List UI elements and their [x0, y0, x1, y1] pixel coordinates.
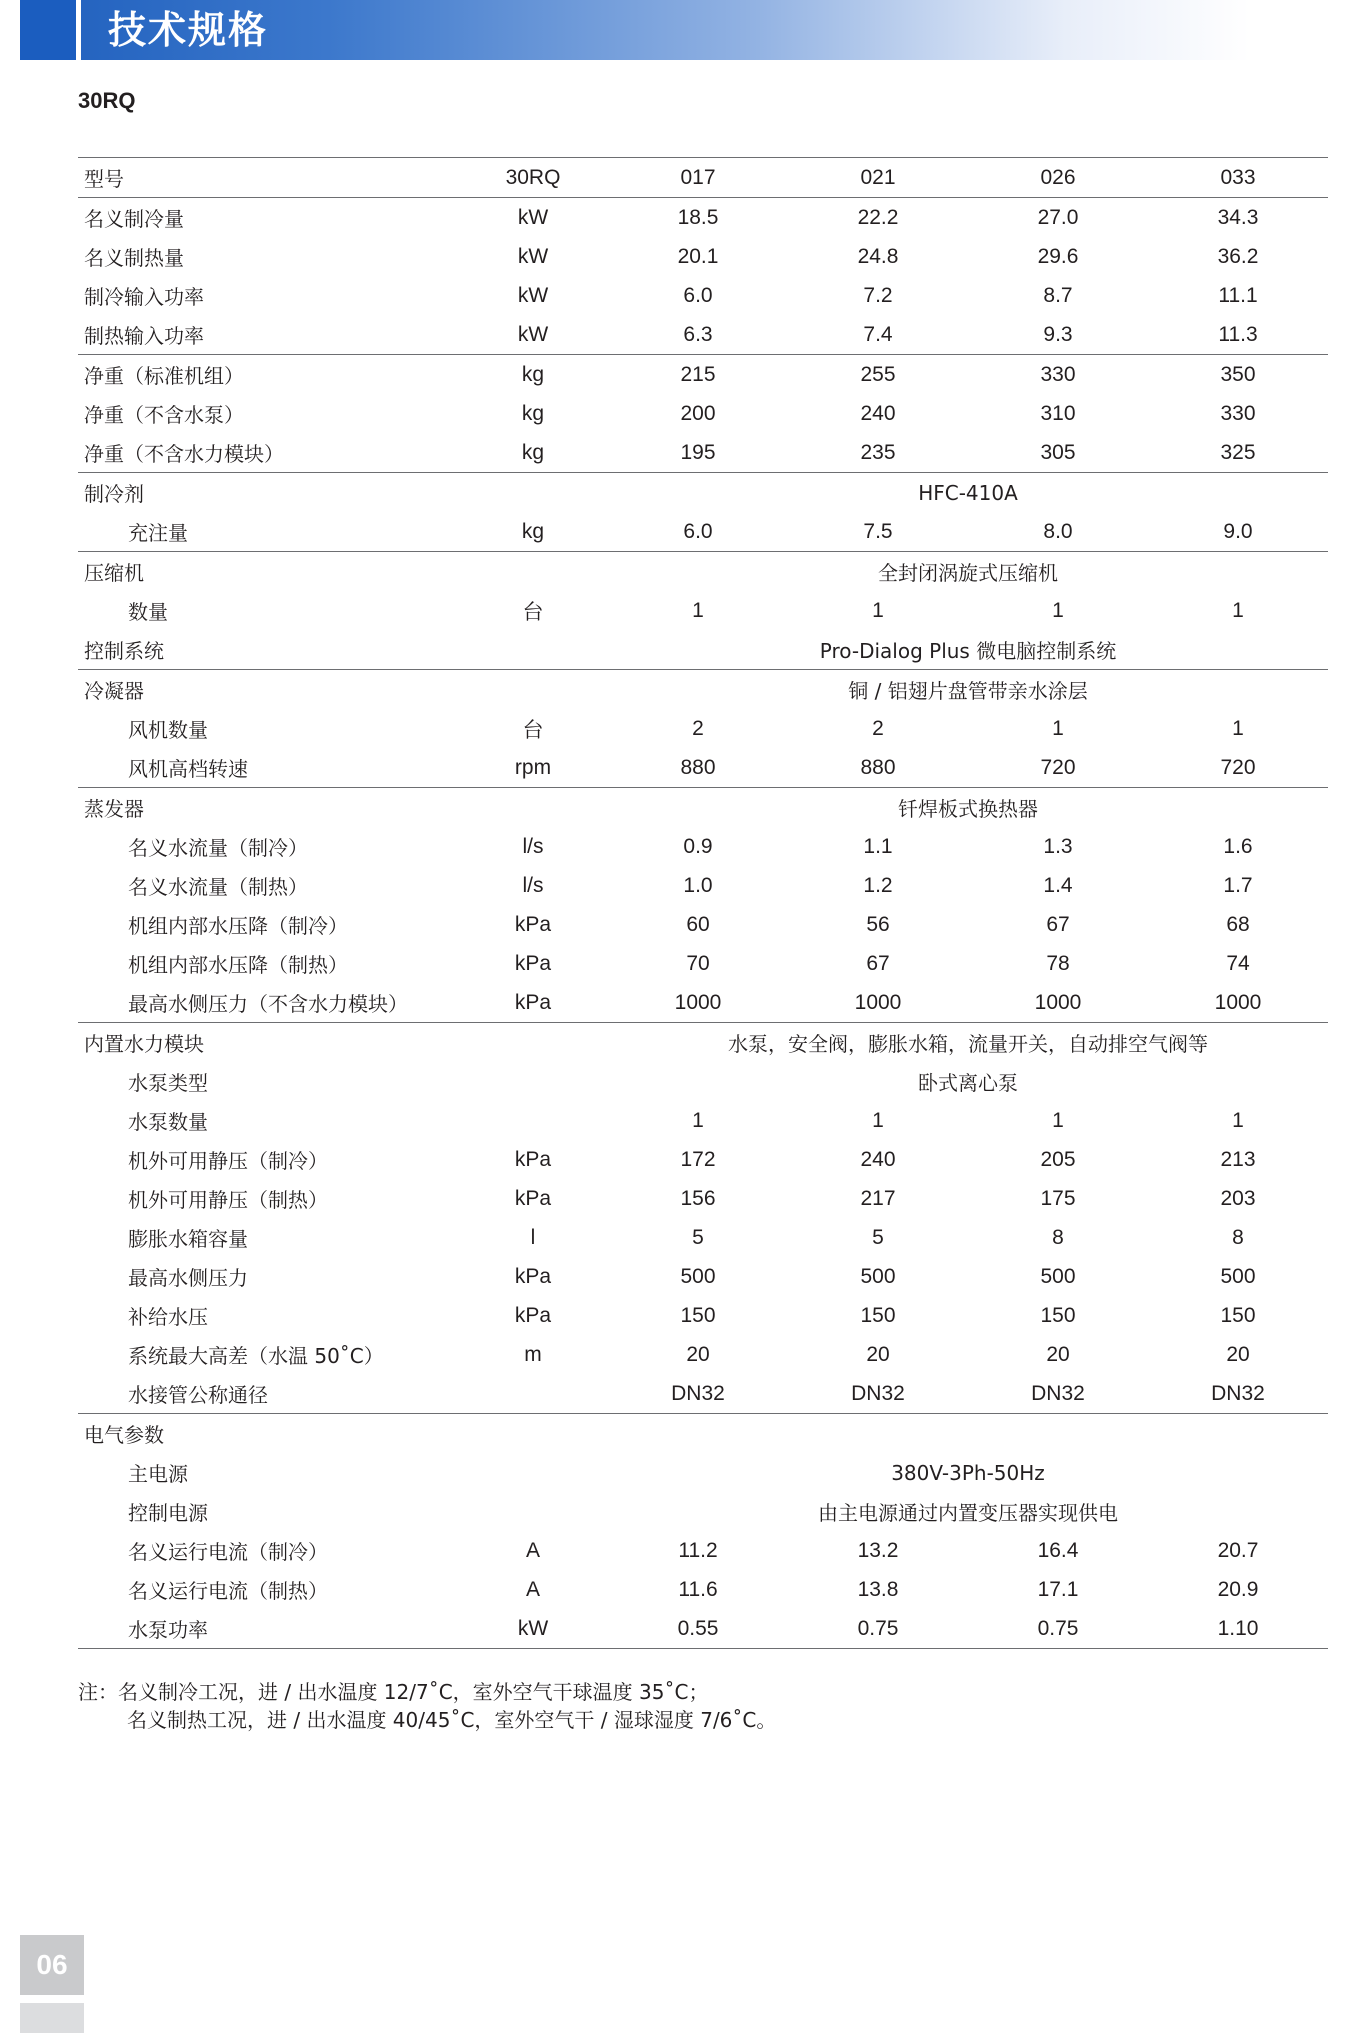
- row-label: 制热输入功率: [84, 324, 204, 348]
- row-value: 1: [1052, 1108, 1064, 1132]
- table-row: [78, 1101, 1328, 1140]
- row-value: 6.0: [683, 519, 713, 543]
- row-value: 2: [872, 716, 884, 740]
- table-row: [78, 905, 1328, 944]
- row-unit: kW: [458, 1609, 608, 1649]
- row-unit: kPa: [514, 1147, 552, 1171]
- row-span-value: 380V-3Ph-50Hz: [891, 1460, 1045, 1485]
- row-value: 1000: [674, 990, 722, 1014]
- row-value: 7.5: [863, 519, 893, 543]
- row-label: 机组内部水压降（制热）: [128, 953, 348, 977]
- row-label: 水泵类型: [128, 1071, 208, 1095]
- row-label: 水接管公称通径: [128, 1383, 268, 1407]
- table-row: [78, 1453, 1328, 1492]
- table-row: [78, 788, 1328, 828]
- row-label: 充注量: [128, 521, 188, 545]
- row-value: 330: [1220, 401, 1256, 425]
- row-label: 净重（不含水力模块）: [84, 442, 284, 466]
- row-span-value: 铜 / 铝翅片盘管带亲水涂层: [608, 670, 1328, 710]
- row-value: 1000: [1214, 990, 1262, 1014]
- row-label: 水泵数量: [128, 1110, 208, 1134]
- row-value: 20: [1226, 1342, 1250, 1366]
- row-label: 冷凝器: [78, 670, 458, 710]
- table-row: [78, 433, 1328, 473]
- row-value: 1.6: [1223, 834, 1253, 858]
- row-unit: [458, 1414, 608, 1454]
- row-value: 1: [1052, 598, 1064, 622]
- row-value: 500: [1040, 1264, 1076, 1288]
- row-value: 500: [680, 1264, 716, 1288]
- row-unit: [458, 1101, 608, 1140]
- table-row: [78, 709, 1328, 748]
- row-value: 156: [680, 1186, 716, 1210]
- row-unit: kg: [521, 519, 545, 543]
- row-label: 机外可用静压（制冷）: [128, 1149, 328, 1173]
- row-value: DN32: [671, 1381, 725, 1405]
- row-value: 1.4: [1043, 873, 1073, 897]
- row-span-value: Pro-Dialog Plus 微电脑控制系统: [819, 639, 1117, 663]
- row-label: 机组内部水压降（制冷）: [128, 914, 348, 938]
- table-row: [78, 827, 1328, 866]
- row-unit: [458, 1062, 608, 1101]
- row-value: 22.2: [857, 205, 899, 229]
- row-value: 68: [1226, 912, 1250, 936]
- row-value: 325: [1220, 440, 1256, 464]
- row-label: 蒸发器: [78, 788, 458, 828]
- page-title: 技术规格: [108, 8, 269, 52]
- table-row: [78, 1374, 1328, 1414]
- row-label: 最高水侧压力: [128, 1266, 248, 1290]
- spec-table: [78, 157, 1328, 1649]
- row-unit: [458, 552, 608, 592]
- row-value: 17.1: [1037, 1577, 1079, 1601]
- row-value: 1000: [854, 990, 902, 1014]
- header-unit: 30RQ: [458, 158, 608, 198]
- row-value: 20: [1046, 1342, 1070, 1366]
- row-value: 60: [686, 912, 710, 936]
- table-row: [78, 315, 1328, 355]
- row-value: 203: [1220, 1186, 1256, 1210]
- row-value: 150: [1220, 1303, 1256, 1327]
- row-unit: [458, 1453, 608, 1492]
- row-value: 56: [866, 912, 890, 936]
- row-value: 350: [1148, 355, 1328, 395]
- row-label: 名义制冷量: [84, 207, 184, 231]
- table-row: [78, 1414, 1328, 1454]
- table-row: [78, 591, 1328, 630]
- row-label: 制冷剂: [78, 473, 458, 513]
- row-unit: l/s: [522, 834, 544, 858]
- row-value: 1.1: [863, 834, 893, 858]
- row-value: 8: [1052, 1225, 1064, 1249]
- row-span-value: HFC-410A: [608, 473, 1328, 513]
- row-value: 720: [1220, 755, 1256, 779]
- row-value: 20: [686, 1342, 710, 1366]
- row-value: 6.0: [683, 283, 713, 307]
- row-unit: [458, 473, 608, 513]
- note-line: 注：名义制冷工况，进 / 出水温度 12/7˚C，室外空气干球温度 35˚C；: [78, 1680, 709, 1704]
- header-model: 021: [788, 158, 968, 198]
- row-value: 205: [1040, 1147, 1076, 1171]
- row-value: 1000: [1034, 990, 1082, 1014]
- row-label: 制冷输入功率: [84, 285, 204, 309]
- row-unit: kPa: [514, 1186, 552, 1210]
- row-value: 13.2: [857, 1538, 899, 1562]
- row-value: 1: [692, 598, 704, 622]
- row-value: 1: [1232, 716, 1244, 740]
- row-value: 0.75: [788, 1609, 968, 1649]
- row-unit: kg: [521, 401, 545, 425]
- row-value: 217: [860, 1186, 896, 1210]
- row-label: 补给水压: [128, 1305, 208, 1329]
- row-span-value: 由主电源通过内置变压器实现供电: [818, 1501, 1118, 1525]
- table-row: [78, 276, 1328, 315]
- row-label: 风机高档转速: [128, 757, 248, 781]
- row-value: 6.3: [683, 322, 713, 346]
- row-value: 0.75: [968, 1609, 1148, 1649]
- table-row: [78, 1179, 1328, 1218]
- row-unit: A: [525, 1538, 540, 1562]
- row-value: 9.0: [1223, 519, 1253, 543]
- row-unit: kPa: [514, 1303, 552, 1327]
- row-unit: kPa: [514, 912, 552, 936]
- row-unit: kg: [521, 440, 545, 464]
- table-row: [78, 355, 1328, 395]
- table-row: [78, 1492, 1328, 1531]
- row-label: 名义制热量: [84, 246, 184, 270]
- row-value: 5: [692, 1225, 704, 1249]
- row-value: 1: [1232, 1108, 1244, 1132]
- row-span-value: [608, 1414, 1328, 1454]
- row-value: 20.7: [1217, 1538, 1259, 1562]
- row-label: 净重（标准机组）: [78, 355, 458, 395]
- row-value: 500: [1220, 1264, 1256, 1288]
- row-unit: m: [524, 1342, 542, 1366]
- row-value: 1.10: [1148, 1609, 1328, 1649]
- header-model: 017: [608, 158, 788, 198]
- table-row: [78, 1140, 1328, 1179]
- table-row: [78, 1570, 1328, 1609]
- table-row: [78, 630, 1328, 670]
- row-unit: [458, 1492, 608, 1531]
- row-value: 16.4: [1037, 1538, 1079, 1562]
- row-unit: kW: [517, 205, 549, 229]
- row-value: 74: [1226, 951, 1250, 975]
- row-value: 500: [860, 1264, 896, 1288]
- row-value: 880: [860, 755, 896, 779]
- row-label: 机外可用静压（制热）: [128, 1188, 328, 1212]
- row-value: 78: [1046, 951, 1070, 975]
- row-value: 235: [860, 440, 896, 464]
- row-unit: kPa: [514, 951, 552, 975]
- row-value: 7.4: [863, 322, 893, 346]
- row-value: 5: [872, 1225, 884, 1249]
- row-label: 名义运行电流（制热）: [128, 1579, 328, 1603]
- row-value: 172: [680, 1147, 716, 1171]
- row-value: 200: [680, 401, 716, 425]
- row-label: 控制电源: [128, 1501, 208, 1525]
- table-row: [78, 394, 1328, 433]
- header-accent-block: [20, 0, 81, 60]
- page-tab-decoration: [20, 2003, 84, 2033]
- row-unit: [458, 1374, 608, 1414]
- row-value: 240: [860, 1147, 896, 1171]
- table-row: [78, 866, 1328, 905]
- row-value: 1: [1232, 598, 1244, 622]
- note-line: 名义制热工况，进 / 出水温度 40/45˚C，室外空气干 / 湿球湿度 7/6˚C。: [127, 1708, 777, 1732]
- row-value: 880: [680, 755, 716, 779]
- row-value: 11.1: [1218, 283, 1258, 307]
- row-label: 主电源: [128, 1462, 188, 1486]
- row-value: 67: [866, 951, 890, 975]
- row-value: 720: [1040, 755, 1076, 779]
- row-value: 9.3: [1043, 322, 1073, 346]
- row-unit: [458, 1023, 608, 1063]
- row-value: 67: [1046, 912, 1070, 936]
- row-label: 压缩机: [78, 552, 458, 592]
- table-row: [78, 1218, 1328, 1257]
- row-unit: kPa: [514, 990, 552, 1014]
- table-row: [78, 1609, 1328, 1649]
- row-span-value: 卧式离心泵: [918, 1071, 1018, 1095]
- notes: [78, 1678, 1278, 1734]
- spec-table-body: [78, 158, 1328, 1649]
- row-unit: [458, 788, 608, 828]
- row-value: 150: [860, 1303, 896, 1327]
- row-value: DN32: [1031, 1381, 1085, 1405]
- row-value: 18.5: [677, 205, 719, 229]
- table-row: [78, 473, 1328, 513]
- table-row: [78, 1531, 1328, 1570]
- row-unit: 台: [522, 718, 544, 742]
- row-span-value: 全封闭涡旋式压缩机: [608, 552, 1328, 592]
- row-value: 255: [788, 355, 968, 395]
- header-model: 033: [1148, 158, 1328, 198]
- header-model: 026: [968, 158, 1148, 198]
- row-unit: l/s: [522, 873, 544, 897]
- row-unit: kPa: [514, 1264, 552, 1288]
- row-value: 8.0: [1043, 519, 1073, 543]
- row-value: 150: [680, 1303, 716, 1327]
- row-unit: rpm: [514, 755, 552, 779]
- table-row: [78, 748, 1328, 788]
- row-value: 1.7: [1223, 873, 1253, 897]
- row-unit: kg: [458, 355, 608, 395]
- row-value: 7.2: [863, 283, 893, 307]
- table-row: [78, 1257, 1328, 1296]
- row-value: 36.2: [1217, 244, 1259, 268]
- row-value: 1.2: [863, 873, 893, 897]
- row-label: 膨胀水箱容量: [128, 1227, 248, 1251]
- row-value: 11.2: [678, 1538, 718, 1562]
- row-unit: l: [530, 1225, 536, 1249]
- row-value: 1.3: [1043, 834, 1073, 858]
- table-row: [78, 1062, 1328, 1101]
- row-value: 0.9: [683, 834, 713, 858]
- table-row: [78, 944, 1328, 983]
- row-value: 213: [1220, 1147, 1256, 1171]
- row-value: 8.7: [1043, 283, 1073, 307]
- row-label: 数量: [128, 600, 168, 624]
- header-label: 型号: [78, 158, 458, 198]
- row-label: 水泵功率: [78, 1609, 458, 1649]
- table-row: [78, 1296, 1328, 1335]
- row-value: 1: [692, 1108, 704, 1132]
- row-label: 名义水流量（制冷）: [128, 836, 308, 860]
- row-value: 11.3: [1218, 322, 1258, 346]
- table-row: [78, 237, 1328, 276]
- row-label: 最高水侧压力（不含水力模块）: [128, 992, 408, 1016]
- row-value: DN32: [851, 1381, 905, 1405]
- row-value: 27.0: [1037, 205, 1079, 229]
- row-label: 名义运行电流（制冷）: [128, 1540, 328, 1564]
- row-value: 20.1: [677, 244, 719, 268]
- table-row: [78, 198, 1328, 238]
- row-value: 8: [1232, 1225, 1244, 1249]
- row-value: 330: [968, 355, 1148, 395]
- table-row: [78, 983, 1328, 1023]
- model-series-heading: 30RQ: [78, 88, 136, 113]
- row-value: 305: [1040, 440, 1076, 464]
- row-value: 34.3: [1217, 205, 1259, 229]
- table-row: [78, 670, 1328, 710]
- table-header-row: [78, 158, 1328, 198]
- row-unit: kW: [517, 322, 549, 346]
- row-value: DN32: [1211, 1381, 1265, 1405]
- row-value: 13.8: [857, 1577, 899, 1601]
- row-unit: [458, 630, 608, 670]
- row-value: 24.8: [857, 244, 899, 268]
- row-label: 风机数量: [128, 718, 208, 742]
- row-unit: A: [525, 1577, 540, 1601]
- row-value: 150: [1040, 1303, 1076, 1327]
- row-value: 310: [1040, 401, 1076, 425]
- table-row: [78, 512, 1328, 552]
- row-value: 1.0: [683, 873, 713, 897]
- row-value: 29.6: [1037, 244, 1079, 268]
- row-value: 1: [1052, 716, 1064, 740]
- table-row: [78, 1023, 1328, 1063]
- row-value: 215: [608, 355, 788, 395]
- row-value: 1: [872, 598, 884, 622]
- page-number: 06: [20, 1935, 84, 1995]
- row-unit: kW: [517, 283, 549, 307]
- row-value: 20: [866, 1342, 890, 1366]
- row-value: 70: [686, 951, 710, 975]
- row-label: 控制系统: [84, 639, 164, 663]
- row-value: 195: [680, 440, 716, 464]
- row-unit: [458, 670, 608, 710]
- row-value: 175: [1040, 1186, 1076, 1210]
- row-unit: kW: [517, 244, 549, 268]
- row-label: 电气参数: [78, 1414, 458, 1454]
- row-label: 内置水力模块: [78, 1023, 458, 1063]
- row-label: 名义水流量（制热）: [128, 875, 308, 899]
- row-value: 20.9: [1217, 1577, 1259, 1601]
- row-unit: 台: [522, 600, 544, 624]
- row-value: 2: [692, 716, 704, 740]
- row-value: 0.55: [608, 1609, 788, 1649]
- row-label: 系统最大高差（水温 50˚C）: [128, 1344, 384, 1368]
- row-value: 1: [872, 1108, 884, 1132]
- row-span-value: 钎焊板式换热器: [608, 788, 1328, 828]
- table-row: [78, 1335, 1328, 1374]
- row-span-value: 水泵，安全阀，膨胀水箱，流量开关，自动排空气阀等: [608, 1023, 1328, 1063]
- row-label: 净重（不含水泵）: [84, 403, 244, 427]
- table-row: [78, 552, 1328, 592]
- row-value: 240: [860, 401, 896, 425]
- row-value: 11.6: [678, 1577, 718, 1601]
